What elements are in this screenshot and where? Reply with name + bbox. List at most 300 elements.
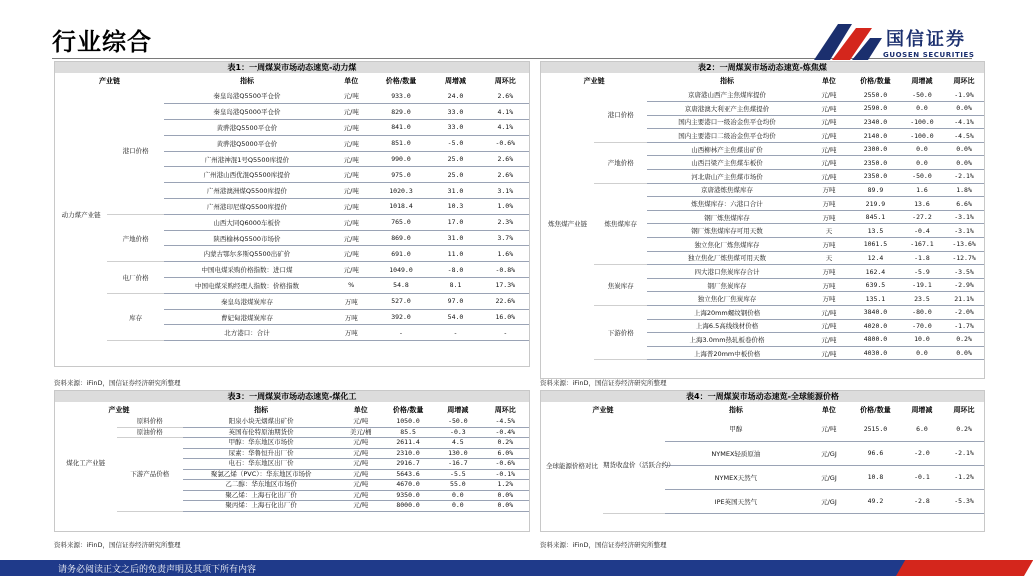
- value-cell: 0.2%: [944, 417, 984, 441]
- value-cell: -80.0: [900, 306, 944, 320]
- value-cell: 0.0: [900, 142, 944, 156]
- unit-cell: 万吨: [330, 309, 373, 325]
- value-cell: 130.0: [434, 448, 481, 459]
- unit-cell: 万吨: [807, 292, 851, 306]
- table-row: [55, 417, 529, 427]
- metric-cell: 河北唐山产主焦煤市场价: [647, 170, 806, 184]
- group-cell: 原料价格: [117, 417, 183, 427]
- column-header: 指标: [183, 403, 339, 417]
- value-cell: 2300.0: [851, 142, 900, 156]
- value-cell: -16.7: [434, 459, 481, 470]
- value-cell: -1.9%: [944, 88, 984, 102]
- table-row: [55, 88, 529, 104]
- value-cell: 55.0: [434, 480, 481, 491]
- value-cell: 24.0: [429, 88, 481, 104]
- metric-cell: 独立焦化厂焦炭库存: [647, 292, 806, 306]
- table-row: [541, 142, 984, 156]
- value-cell: 17.0: [429, 214, 481, 230]
- metric-cell: 广州港澳洲煤Q5500库提价: [164, 183, 330, 199]
- value-cell: -3.5%: [944, 265, 984, 279]
- table-row: [541, 417, 984, 441]
- value-cell: -0.6%: [482, 135, 529, 151]
- value-cell: 23.5: [900, 292, 944, 306]
- value-cell: 4800.0: [851, 333, 900, 347]
- disclaimer-text: 请务必阅读正文之后的免责声明及其项下所有内容: [58, 565, 257, 575]
- table-title: 表2：一周煤炭市场动态速览-炼焦煤: [541, 62, 984, 74]
- source-note: 资料来源：iFinD，国信证券经济研究所整理: [540, 541, 667, 549]
- unit-cell: 元/吨: [807, 88, 851, 102]
- value-cell: 2340.0: [851, 115, 900, 129]
- logo-text-cn: 国信证券: [886, 29, 966, 50]
- metric-cell: 中国电煤采购价格指数：进口煤: [164, 262, 330, 278]
- value-cell: 25.0: [429, 151, 481, 167]
- value-cell: 33.0: [429, 120, 481, 136]
- metric-cell: 乙二醇：华东地区市场价: [183, 480, 339, 491]
- metric-cell: 钢厂炼焦煤库存: [647, 210, 806, 224]
- metric-cell: 京唐港山西产主焦煤库提价: [647, 88, 806, 102]
- table-title: 表3：一周煤炭市场动态速览-煤化工: [55, 391, 529, 403]
- value-cell: 135.1: [851, 292, 900, 306]
- value-cell: 13.5: [851, 224, 900, 238]
- group-cell: 产地价格: [107, 214, 164, 261]
- value-cell: 2611.4: [382, 438, 434, 449]
- table-row: [541, 306, 984, 320]
- value-cell: 3.1%: [482, 183, 529, 199]
- value-cell: -50.0: [900, 170, 944, 184]
- unit-cell: 元/GJ: [807, 465, 851, 489]
- metric-cell: NYMEX轻质原油: [665, 441, 807, 465]
- value-cell: 1018.4: [373, 199, 430, 215]
- value-cell: 10.3: [429, 199, 481, 215]
- value-cell: 990.0: [373, 151, 430, 167]
- value-cell: 0.2%: [944, 333, 984, 347]
- table-title: 表1：一周煤炭市场动态速览-动力煤: [55, 62, 529, 74]
- value-cell: 0.0: [900, 102, 944, 116]
- metric-cell: 中国电煤采购经理人指数：价格指数: [164, 278, 330, 294]
- footer-bar: [0, 560, 1024, 576]
- column-header: 指标: [647, 74, 806, 88]
- unit-cell: 万吨: [807, 197, 851, 211]
- value-cell: 16.0%: [482, 309, 529, 325]
- unit-cell: 元/吨: [807, 170, 851, 184]
- value-cell: 13.6: [900, 197, 944, 211]
- value-cell: 33.0: [429, 104, 481, 120]
- value-cell: 4030.0: [851, 346, 900, 360]
- metric-cell: 秦皇岛港Q5500平仓价: [164, 88, 330, 104]
- value-cell: 4670.0: [382, 480, 434, 491]
- value-cell: 85.5: [382, 427, 434, 438]
- value-cell: -0.1%: [482, 469, 529, 480]
- unit-cell: 元/吨: [807, 346, 851, 360]
- value-cell: 845.1: [851, 210, 900, 224]
- metric-cell: 聚氯乙烯（PVC）：华东地区市场价: [183, 469, 339, 480]
- metric-cell: 甲醇：华东地区市场价: [183, 438, 339, 449]
- value-cell: 2.3%: [482, 214, 529, 230]
- value-cell: 2140.0: [851, 129, 900, 143]
- table-header-row: [55, 74, 529, 88]
- metric-cell: 国内主要港口二级冶金焦平仓均价: [647, 129, 806, 143]
- column-header: 指标: [665, 403, 807, 417]
- value-cell: 2590.0: [851, 102, 900, 116]
- unit-cell: 元/吨: [330, 246, 373, 262]
- table-title: 表4：一周煤炭市场动态速览-全球能源价格: [541, 391, 984, 403]
- unit-cell: 元/吨: [339, 469, 382, 480]
- value-cell: 1.2%: [482, 480, 529, 491]
- column-header: 产业链: [541, 74, 647, 88]
- unit-cell: 元/吨: [339, 448, 382, 459]
- unit-cell: 元/吨: [339, 417, 382, 427]
- column-header: 周环比: [944, 74, 984, 88]
- value-cell: 0.0: [900, 346, 944, 360]
- unit-cell: 元/吨: [807, 417, 851, 441]
- table-header-row: [55, 403, 529, 417]
- table-row: [55, 427, 529, 438]
- table-row: [541, 265, 984, 279]
- metric-cell: 广州港山西优混Q5500库提价: [164, 167, 330, 183]
- unit-cell: 元/吨: [330, 88, 373, 104]
- column-header: 周增减: [900, 403, 944, 417]
- value-cell: 2515.0: [851, 417, 900, 441]
- group-cell: 港口价格: [594, 88, 647, 142]
- column-header: 价格/数量: [373, 74, 430, 88]
- metric-cell: 甲醇: [665, 417, 807, 441]
- column-header: 单位: [807, 403, 851, 417]
- value-cell: 1.6: [900, 183, 944, 197]
- value-cell: 17.3%: [482, 278, 529, 294]
- table-global-energy: [540, 390, 985, 532]
- unit-cell: 元/吨: [330, 135, 373, 151]
- value-cell: 96.6: [851, 441, 900, 465]
- unit-cell: 元/吨: [330, 167, 373, 183]
- group-cell: 焦炭库存: [594, 265, 647, 306]
- column-header: 单位: [330, 74, 373, 88]
- value-cell: 9350.0: [382, 490, 434, 501]
- column-header: 周增减: [429, 74, 481, 88]
- value-cell: -50.0: [434, 417, 481, 427]
- value-cell: -1.8: [900, 251, 944, 265]
- value-cell: 1049.0: [373, 262, 430, 278]
- column-header: 价格/数量: [851, 403, 900, 417]
- value-cell: 1.0%: [482, 199, 529, 215]
- value-cell: 31.0: [429, 230, 481, 246]
- value-cell: -: [482, 325, 529, 341]
- value-cell: 10.0: [900, 333, 944, 347]
- value-cell: 3.7%: [482, 230, 529, 246]
- value-cell: 0.0: [900, 156, 944, 170]
- group-cell: 产地价格: [594, 142, 647, 183]
- unit-cell: 万吨: [330, 293, 373, 309]
- group-cell: 下游价格: [594, 306, 647, 360]
- column-header: 周增减: [434, 403, 481, 417]
- value-cell: 2350.0: [851, 156, 900, 170]
- source-note: 资料来源：iFinD，国信证券经济研究所整理: [54, 379, 181, 387]
- value-cell: 392.0: [373, 309, 430, 325]
- value-cell: 829.0: [373, 104, 430, 120]
- chain-cell: 全球能源价格对比: [546, 461, 598, 470]
- value-cell: 21.1%: [944, 292, 984, 306]
- value-cell: 6.0%: [482, 448, 529, 459]
- metric-cell: 聚丙烯：上海石化出厂价: [183, 501, 339, 512]
- metric-cell: 广州港印尼煤Q5500库提价: [164, 199, 330, 215]
- metric-cell: 北方港口：合计: [164, 325, 330, 341]
- unit-cell: 元/吨: [330, 151, 373, 167]
- value-cell: 4.1%: [482, 104, 529, 120]
- metric-cell: 上海普20mm中板价格: [647, 346, 806, 360]
- unit-cell: 元/吨: [330, 104, 373, 120]
- table-header-row: [541, 403, 984, 417]
- value-cell: 6.0: [900, 417, 944, 441]
- value-cell: 8000.0: [382, 501, 434, 512]
- value-cell: -27.2: [900, 210, 944, 224]
- metric-cell: 上海6.5高线线材价格: [647, 319, 806, 333]
- unit-cell: 元/吨: [807, 333, 851, 347]
- unit-cell: 万吨: [330, 325, 373, 341]
- source-note: 资料来源：iFinD，国信证券经济研究所整理: [54, 541, 181, 549]
- unit-cell: 元/吨: [330, 120, 373, 136]
- column-header: 周环比: [944, 403, 984, 417]
- value-cell: 933.0: [373, 88, 430, 104]
- chain-cell: 煤化工产业链: [66, 459, 106, 468]
- value-cell: -0.1: [900, 465, 944, 489]
- value-cell: 54.8: [373, 278, 430, 294]
- metric-cell: 陕西榆林Q5500市场价: [164, 230, 330, 246]
- metric-cell: 黄骅港Q5000平仓价: [164, 135, 330, 151]
- data-table: [541, 403, 984, 514]
- column-header: 周增减: [900, 74, 944, 88]
- metric-cell: 山西柳林产主焦煤出矿价: [647, 142, 806, 156]
- metric-cell: 山西大同Q6000车板价: [164, 214, 330, 230]
- metric-cell: 尿素：华鲁恒升出厂价: [183, 448, 339, 459]
- unit-cell: 元/吨: [807, 129, 851, 143]
- value-cell: -5.0: [429, 135, 481, 151]
- column-header: 价格/数量: [382, 403, 434, 417]
- metric-cell: 阳泉小块无烟煤出矿价: [183, 417, 339, 427]
- value-cell: 5643.6: [382, 469, 434, 480]
- value-cell: -2.0: [900, 441, 944, 465]
- unit-cell: 元/吨: [807, 102, 851, 116]
- unit-cell: 元/GJ: [807, 489, 851, 513]
- value-cell: 31.0: [429, 183, 481, 199]
- column-header: 产业链: [541, 403, 665, 417]
- value-cell: 4.5: [434, 438, 481, 449]
- metric-cell: 京唐港炼焦煤库存: [647, 183, 806, 197]
- table-coking-coal: [540, 61, 985, 379]
- value-cell: -100.0: [900, 129, 944, 143]
- value-cell: 2.6%: [482, 151, 529, 167]
- metric-cell: 电石：华东地区出厂价: [183, 459, 339, 470]
- unit-cell: 元/吨: [339, 438, 382, 449]
- value-cell: -: [429, 325, 481, 341]
- value-cell: -2.0%: [944, 306, 984, 320]
- value-cell: 6.6%: [944, 197, 984, 211]
- value-cell: 1.8%: [944, 183, 984, 197]
- value-cell: 851.0: [373, 135, 430, 151]
- value-cell: 2350.0: [851, 170, 900, 184]
- metric-cell: 聚乙烯：上海石化出厂价: [183, 490, 339, 501]
- group-cell: 期货收盘价（活跃合约）: [603, 417, 665, 513]
- value-cell: 1050.0: [382, 417, 434, 427]
- unit-cell: 元/吨: [330, 199, 373, 215]
- value-cell: 0.0: [434, 501, 481, 512]
- unit-cell: 天: [807, 224, 851, 238]
- value-cell: 219.9: [851, 197, 900, 211]
- unit-cell: 元/吨: [339, 459, 382, 470]
- metric-cell: 上海20mm螺纹钢价格: [647, 306, 806, 320]
- metric-cell: 上海3.0mm热轧板卷价格: [647, 333, 806, 347]
- column-header: 单位: [339, 403, 382, 417]
- value-cell: -0.4: [900, 224, 944, 238]
- unit-cell: 元/吨: [330, 214, 373, 230]
- metric-cell: 国内主要港口一级冶金焦平仓均价: [647, 115, 806, 129]
- value-cell: 0.0%: [944, 156, 984, 170]
- value-cell: -: [373, 325, 430, 341]
- column-header: 价格/数量: [851, 74, 900, 88]
- value-cell: -4.5%: [944, 129, 984, 143]
- source-note: 资料来源：iFinD，国信证券经济研究所整理: [540, 379, 667, 387]
- value-cell: -50.0: [900, 88, 944, 102]
- unit-cell: 万吨: [807, 238, 851, 252]
- group-cell: 库存: [107, 293, 164, 340]
- value-cell: 97.0: [429, 293, 481, 309]
- metric-cell: 钢厂炼焦煤库存可用天数: [647, 224, 806, 238]
- value-cell: 0.0%: [944, 142, 984, 156]
- value-cell: 2310.0: [382, 448, 434, 459]
- metric-cell: 秦皇岛港煤炭库存: [164, 293, 330, 309]
- value-cell: -8.0: [429, 262, 481, 278]
- data-table: [55, 403, 529, 512]
- value-cell: 2.6%: [482, 167, 529, 183]
- table-row: [55, 262, 529, 278]
- metric-cell: 曹妃甸港煤炭库存: [164, 309, 330, 325]
- table-header-row: [541, 74, 984, 88]
- value-cell: -5.3%: [944, 489, 984, 513]
- value-cell: -5.9: [900, 265, 944, 279]
- metric-cell: 内蒙古鄂尔多斯Q5500出矿价: [164, 246, 330, 262]
- value-cell: 2916.7: [382, 459, 434, 470]
- value-cell: 25.0: [429, 167, 481, 183]
- metric-cell: 独立焦化厂炼焦煤库存: [647, 238, 806, 252]
- value-cell: -2.1%: [944, 441, 984, 465]
- value-cell: 639.5: [851, 278, 900, 292]
- metric-cell: NYMEX天然气: [665, 465, 807, 489]
- table-row: [55, 214, 529, 230]
- value-cell: 4020.0: [851, 319, 900, 333]
- metric-cell: 独立焦化厂炼焦煤可用天数: [647, 251, 806, 265]
- value-cell: -100.0: [900, 115, 944, 129]
- unit-cell: 元/吨: [807, 115, 851, 129]
- value-cell: 12.4: [851, 251, 900, 265]
- value-cell: 0.0: [434, 490, 481, 501]
- value-cell: 8.1: [429, 278, 481, 294]
- table-row: [541, 183, 984, 197]
- value-cell: 1020.3: [373, 183, 430, 199]
- value-cell: 1.6%: [482, 246, 529, 262]
- unit-cell: 元/吨: [330, 183, 373, 199]
- column-header: 周环比: [482, 403, 529, 417]
- column-header: 单位: [807, 74, 851, 88]
- unit-cell: 元/吨: [339, 501, 382, 512]
- chain-cell: 炼焦煤产业链: [548, 220, 588, 229]
- value-cell: -0.3: [434, 427, 481, 438]
- value-cell: 49.2: [851, 489, 900, 513]
- group-cell: 电厂价格: [107, 262, 164, 294]
- unit-cell: %: [330, 278, 373, 294]
- value-cell: 89.9: [851, 183, 900, 197]
- value-cell: 11.0: [429, 246, 481, 262]
- value-cell: 0.0%: [944, 346, 984, 360]
- value-cell: 54.0: [429, 309, 481, 325]
- table-row: [55, 293, 529, 309]
- logo-text-en: GUOSEN SECURITIES: [883, 51, 975, 59]
- value-cell: 0.0%: [482, 501, 529, 512]
- unit-cell: 万吨: [807, 210, 851, 224]
- group-cell: 炼焦煤库存: [594, 183, 647, 265]
- column-header: 产业链: [55, 74, 164, 88]
- value-cell: 2.6%: [482, 88, 529, 104]
- page-title: 行业综合: [52, 28, 152, 56]
- value-cell: -0.8%: [482, 262, 529, 278]
- chain-cell: 动力煤产业链: [61, 210, 101, 219]
- value-cell: -12.7%: [944, 251, 984, 265]
- unit-cell: 美元/桶: [339, 427, 382, 438]
- value-cell: -19.1: [900, 278, 944, 292]
- metric-cell: 山西吕梁产主焦煤车板价: [647, 156, 806, 170]
- unit-cell: 天: [807, 251, 851, 265]
- value-cell: 1061.5: [851, 238, 900, 252]
- column-header: 指标: [164, 74, 330, 88]
- unit-cell: 元/吨: [807, 142, 851, 156]
- value-cell: 0.0%: [944, 102, 984, 116]
- value-cell: -0.6%: [482, 459, 529, 470]
- group-cell: 原油价格: [117, 427, 183, 438]
- metric-cell: 京唐港澳大利亚产主焦煤提价: [647, 102, 806, 116]
- column-header: 产业链: [55, 403, 183, 417]
- unit-cell: 元/吨: [330, 262, 373, 278]
- table-row: [55, 438, 529, 449]
- value-cell: -1.2%: [944, 465, 984, 489]
- data-table: [55, 74, 529, 341]
- unit-cell: 万吨: [807, 278, 851, 292]
- metric-cell: 英国布伦特原油期货价: [183, 427, 339, 438]
- value-cell: -0.4%: [482, 427, 529, 438]
- group-cell: 下游产品价格: [117, 438, 183, 512]
- value-cell: -2.1%: [944, 170, 984, 184]
- unit-cell: 元/吨: [807, 319, 851, 333]
- value-cell: -1.7%: [944, 319, 984, 333]
- group-cell: 港口价格: [107, 88, 164, 214]
- metric-cell: 炼焦煤库存：六港口合计: [647, 197, 806, 211]
- value-cell: 10.8: [851, 465, 900, 489]
- footer-accent: [896, 560, 1033, 576]
- value-cell: 0.2%: [482, 438, 529, 449]
- metric-cell: 广州港神混1号Q5500库提价: [164, 151, 330, 167]
- unit-cell: 元/吨: [339, 490, 382, 501]
- value-cell: 765.0: [373, 214, 430, 230]
- value-cell: 869.0: [373, 230, 430, 246]
- value-cell: -4.5%: [482, 417, 529, 427]
- value-cell: -13.6%: [944, 238, 984, 252]
- value-cell: 4.1%: [482, 120, 529, 136]
- unit-cell: 元/GJ: [807, 441, 851, 465]
- value-cell: 841.0: [373, 120, 430, 136]
- data-table: [541, 74, 984, 360]
- unit-cell: 元/吨: [807, 306, 851, 320]
- unit-cell: 元/吨: [807, 156, 851, 170]
- value-cell: -2.8: [900, 489, 944, 513]
- value-cell: -3.1%: [944, 224, 984, 238]
- metric-cell: 黄骅港Q5500平仓价: [164, 120, 330, 136]
- value-cell: 0.0%: [482, 490, 529, 501]
